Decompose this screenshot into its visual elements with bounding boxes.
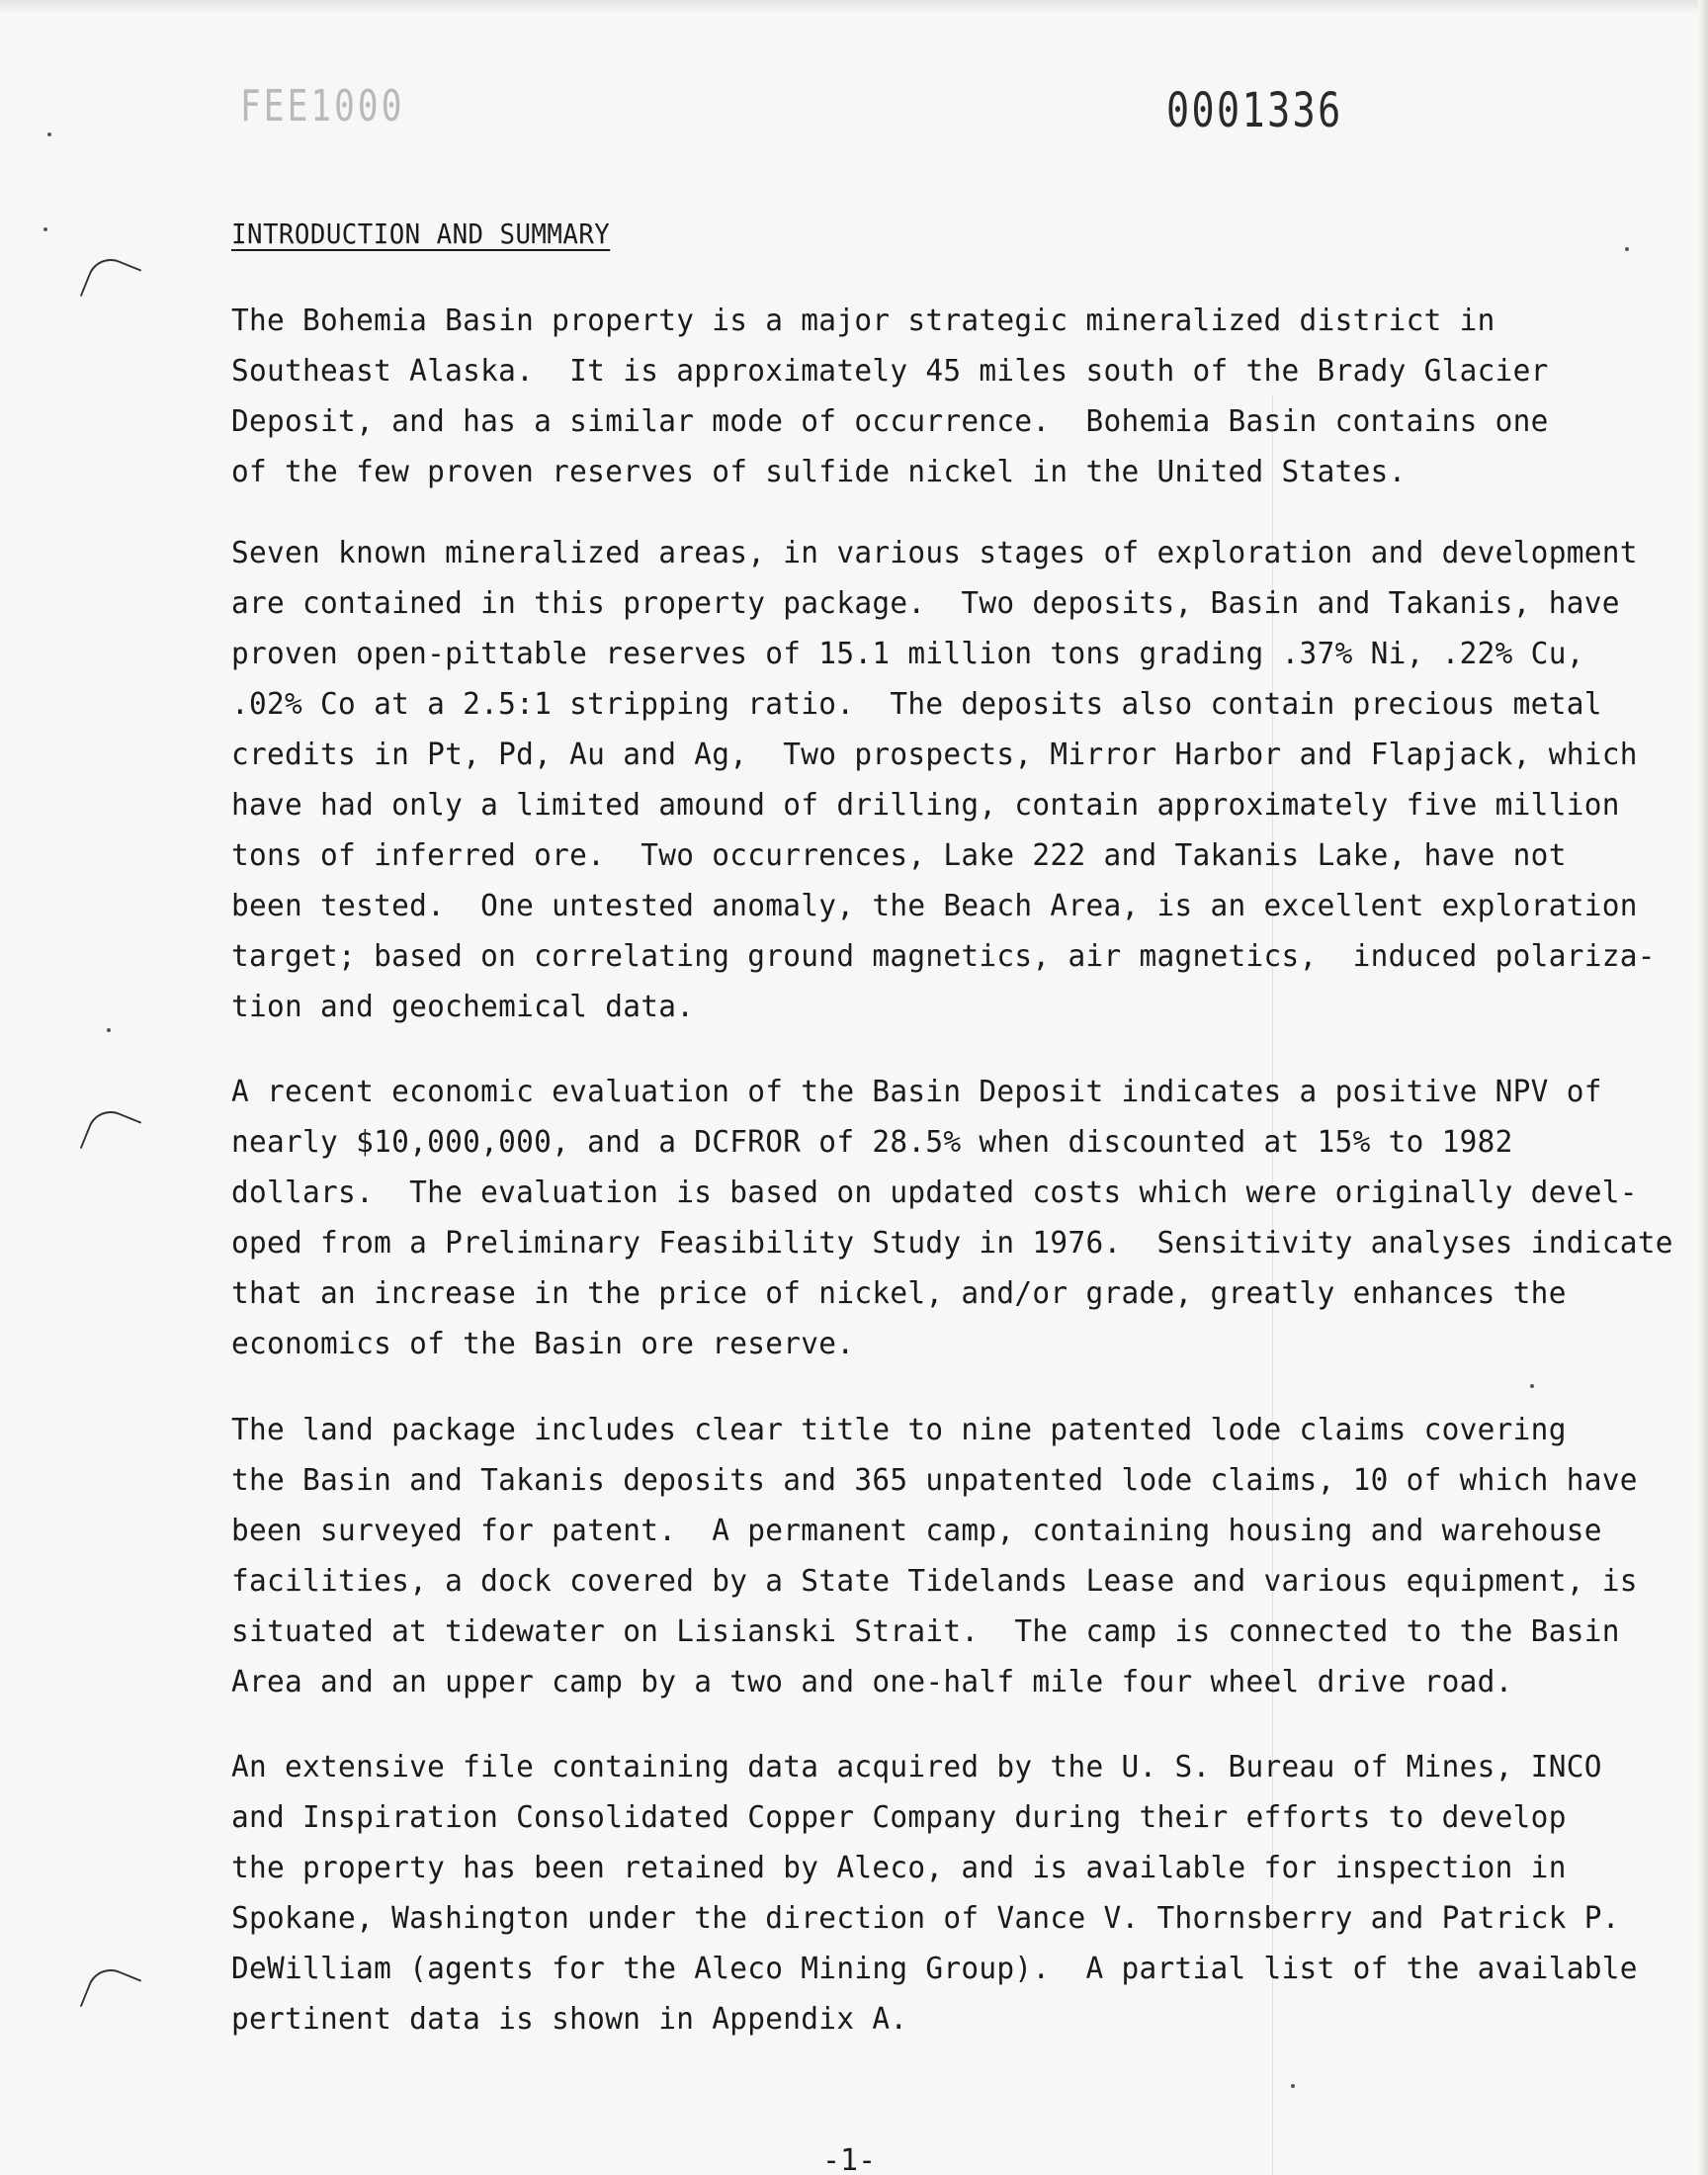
section-heading: INTRODUCTION AND SUMMARY bbox=[231, 218, 611, 250]
scan-speck bbox=[47, 132, 51, 136]
text-line: the Basin and Takanis deposits and 365 unpatented lode claims, 10 of which have bbox=[231, 1463, 1638, 1498]
paragraph-1 bbox=[231, 296, 1605, 497]
text-line: the property has been retained by Aleco, and is available for inspection in bbox=[231, 1851, 1567, 1885]
text-line: that an increase in the price of nickel, and/or grade, greatly enhances the bbox=[231, 1276, 1567, 1311]
text-line: oped from a Preliminary Feasibility Study in 1976. Sensitivity analyses indicate bbox=[231, 1226, 1673, 1261]
text-line: dollars. The evaluation is based on updated costs which were originally devel- bbox=[231, 1175, 1638, 1210]
text-line: economics of the Basin ore reserve. bbox=[231, 1327, 855, 1361]
scan-speck bbox=[1291, 2084, 1295, 2088]
scan-speck bbox=[107, 1028, 111, 1032]
scan-speck bbox=[43, 227, 47, 231]
text-line: credits in Pt, Pd, Au and Ag, Two prospects, Mirror Harbor and Flapjack, which bbox=[231, 738, 1638, 772]
text-line: been surveyed for patent. A permanent camp, containing housing and warehouse bbox=[231, 1514, 1602, 1548]
text-line: An extensive file containing data acquired by the U. S. Bureau of Mines, INCO bbox=[231, 1750, 1602, 1784]
text-line: target; based on correlating ground magnetics, air magnetics, induced polariza- bbox=[231, 939, 1656, 974]
text-line: Seven known mineralized areas, in various stages of exploration and development bbox=[231, 536, 1638, 570]
paragraph-2 bbox=[231, 528, 1656, 1032]
text-line: Area and an upper camp by a two and one-half mile four wheel drive road. bbox=[231, 1665, 1513, 1699]
text-line: are contained in this property package. Two deposits, Basin and Takanis, have bbox=[231, 586, 1620, 621]
page-top-edge bbox=[0, 0, 1708, 14]
scan-speck bbox=[1625, 247, 1629, 251]
text-line: facilities, a dock covered by a State Tidelands Lease and various equipment, is bbox=[231, 1564, 1638, 1599]
text-line: proven open-pittable reserves of 15.1 million tons grading .37% Ni, .22% Cu, bbox=[231, 637, 1584, 671]
scan-speck bbox=[1530, 1384, 1534, 1388]
text-line: tion and geochemical data. bbox=[231, 990, 695, 1024]
text-line: DeWilliam (agents for the Aleco Mining Group). A partial list of the available bbox=[231, 1952, 1638, 1986]
text-line: nearly $10,000,000, and a DCFROR of 28.5% when discounted at 15% to 1982 bbox=[231, 1125, 1513, 1160]
text-line: Southeast Alaska. It is approximately 45 miles south of the Brady Glacier bbox=[231, 354, 1549, 389]
faded-stamp-number: FEE1000 bbox=[240, 81, 405, 131]
text-line: The Bohemia Basin property is a major strategic mineralized district in bbox=[231, 304, 1495, 338]
text-line: Deposit, and has a similar mode of occurrence. Bohemia Basin contains one bbox=[231, 404, 1549, 439]
binder-hole-mark bbox=[80, 1104, 141, 1166]
text-line: situated at tidewater on Lisianski Strait. The camp is connected to the Basin bbox=[231, 1614, 1620, 1649]
paragraph-3 bbox=[231, 1067, 1673, 1369]
text-line: .02% Co at a 2.5:1 stripping ratio. The deposits also contain precious metal bbox=[231, 687, 1602, 722]
text-line: tons of inferred ore. Two occurrences, Lake 222 and Takanis Lake, have not bbox=[231, 838, 1567, 873]
text-line: pertinent data is shown in Appendix A. bbox=[231, 2002, 908, 2037]
page-number: -1- bbox=[822, 2143, 877, 2175]
text-line: Spokane, Washington under the direction of Vance V. Thornsberry and Patrick P. bbox=[231, 1901, 1620, 1936]
page-right-edge bbox=[1698, 0, 1708, 2175]
binder-hole-mark bbox=[80, 1962, 141, 2024]
text-line: been tested. One untested anomaly, the Beach Area, is an excellent exploration bbox=[231, 889, 1638, 923]
binder-hole-mark bbox=[80, 252, 141, 313]
paragraph-5 bbox=[231, 1742, 1638, 2044]
text-line: and Inspiration Consolidated Copper Company during their efforts to develop bbox=[231, 1800, 1567, 1835]
text-line: have had only a limited amound of drilling, contain approximately five million bbox=[231, 788, 1620, 823]
text-line: of the few proven reserves of sulfide nickel in the United States. bbox=[231, 455, 1407, 489]
document-number-stamp: 0001336 bbox=[1166, 83, 1343, 138]
text-line: A recent economic evaluation of the Basin Deposit indicates a positive NPV of bbox=[231, 1075, 1602, 1109]
text-line: The land package includes clear title to nine patented lode claims covering bbox=[231, 1413, 1567, 1447]
paragraph-4 bbox=[231, 1405, 1638, 1707]
